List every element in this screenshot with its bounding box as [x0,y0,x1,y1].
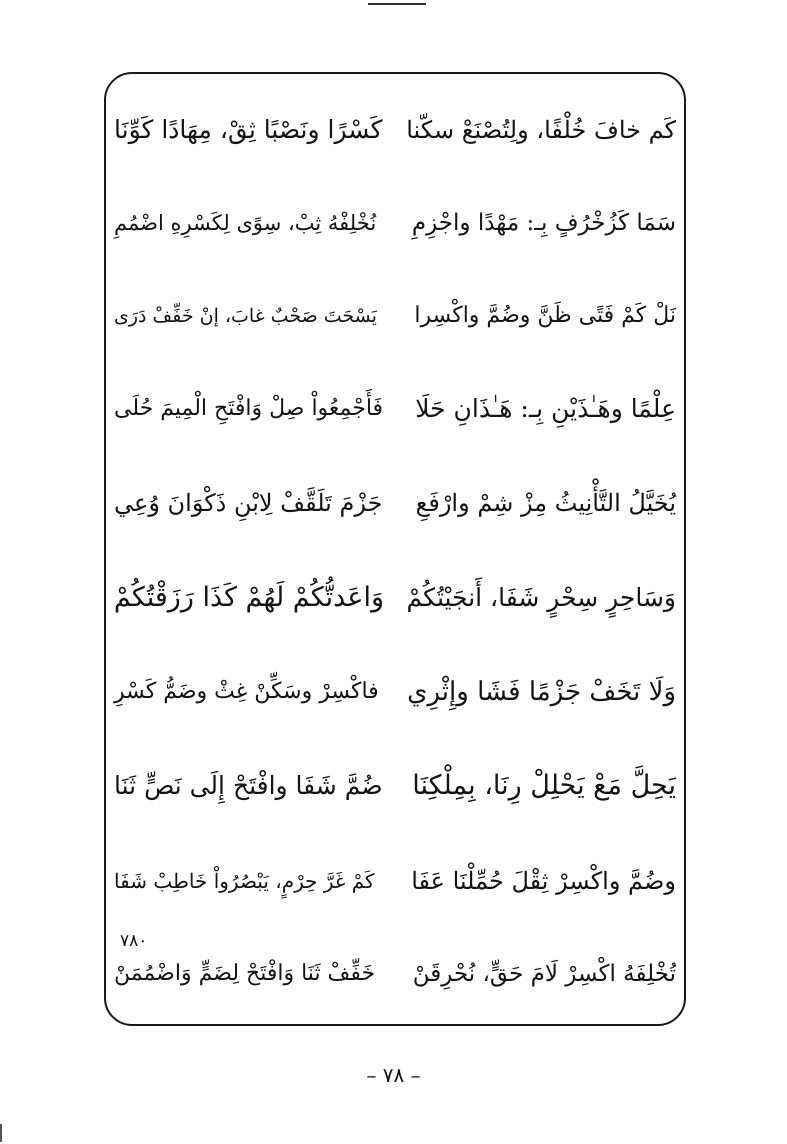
verse-line [104,100,686,160]
verse-first-hemistich: وَسَاحِرٍ سِحْرٍ شَفَا، أَنجَيْتُكُمْ [406,583,676,612]
verse-line [104,286,686,346]
verse-first-hemistich: سَمَا كَزُخْرُفٍ بِـ: مَهْدًا واجْزِمِ [411,210,676,236]
verse-second-hemistich: فَأَجْمِعُواْ صِلْ وَافْتَحِ الْمِيمَ حُلَى [114,396,384,421]
verse-second-hemistich: ضُمَّ شَفَا وافْتَحْ إِلَى نَصٍّ ثَنَا [114,771,383,800]
verse-line [104,944,686,1004]
verse-first-hemistich: نَلْ كَمْ فَتًى ظَنَّ وضُمَّ واكْسِرا [414,303,676,328]
page-number: – ٧٨ – [366,1063,421,1087]
top-rule [368,3,426,5]
verse-second-hemistich: يَسْحَتَ صَحْبٌ غابَ، إنْ خَفِّفْ دَرَى [114,305,377,327]
verse-second-hemistich: كَمْ غَرَّ حِرْمٍ، يَبْصُرُواْ خَاطِبْ شَفَا [114,869,375,893]
verse-second-hemistich: جَزْمَ تَلَقَّفْ لِابْنِ ذَكْوَانَ وُعِي [114,489,383,517]
verse-first-hemistich: يُخَيَّلُ التَّأْنِيثُ مِزْ شِمْ وارْفَعِ [415,489,676,517]
verse-first-hemistich: تُخْلِفَهُ اكْسِرْ لَامَ حَقٍّ، نُحْرِقَنْ [412,961,676,987]
verse-line [104,568,686,628]
verse-first-hemistich: وضُمَّ واكْسِرْ ثِقْلَ حُمِّلْنَا عَفَا [411,867,676,895]
verse-second-hemistich: وَاعَدتُّكُمْ لَهُمْ كَذَا رَزَقْتُكُمْ [113,582,384,613]
verse-first-hemistich: كَم خافَ خُلْفًا، ولِتُصْنَعْ سكّنا [406,116,676,144]
verse-line [104,851,686,911]
verse-line [104,473,686,533]
verse-second-hemistich: كَسْرًا ونَصْبًا ثِقْ، مِهَادًا كَوِّنَا [114,115,383,144]
scan-edge-mark [0,1124,2,1142]
verse-list [104,72,686,1026]
verse-second-hemistich: فاكْسِرْ وسَكِّنْ غِثْ وضَمُّ كَسْرِ [114,679,379,704]
verse-second-hemistich: نُخْلِفْهُ ثِبْ، سِوًى لِكَسْرِهِ اضْمُمِ [114,211,377,235]
verse-line [104,662,686,722]
verse-number: ٧٨٠ [120,931,148,951]
verse-line [104,756,686,816]
verse-first-hemistich: عِلْمًا وهَـٰذَيْنِ بِـ: هَـٰذَانِ حَلَا [415,394,676,423]
verse-line [104,379,686,439]
verse-first-hemistich: وَلَا تَخَفْ جَزْمًا فَشَا وإِثْرِي [407,677,676,707]
verse-second-hemistich: خَفِّفْ ثَنَا وَافْتَحْ لِضَمٍّ وَاضْمُمَنْ [114,961,376,986]
verse-first-hemistich: يَحِلَّ مَعْ يَحْلِلْ رِنَا، بِمِلْكِنَا [412,770,676,801]
verse-line [104,193,686,253]
